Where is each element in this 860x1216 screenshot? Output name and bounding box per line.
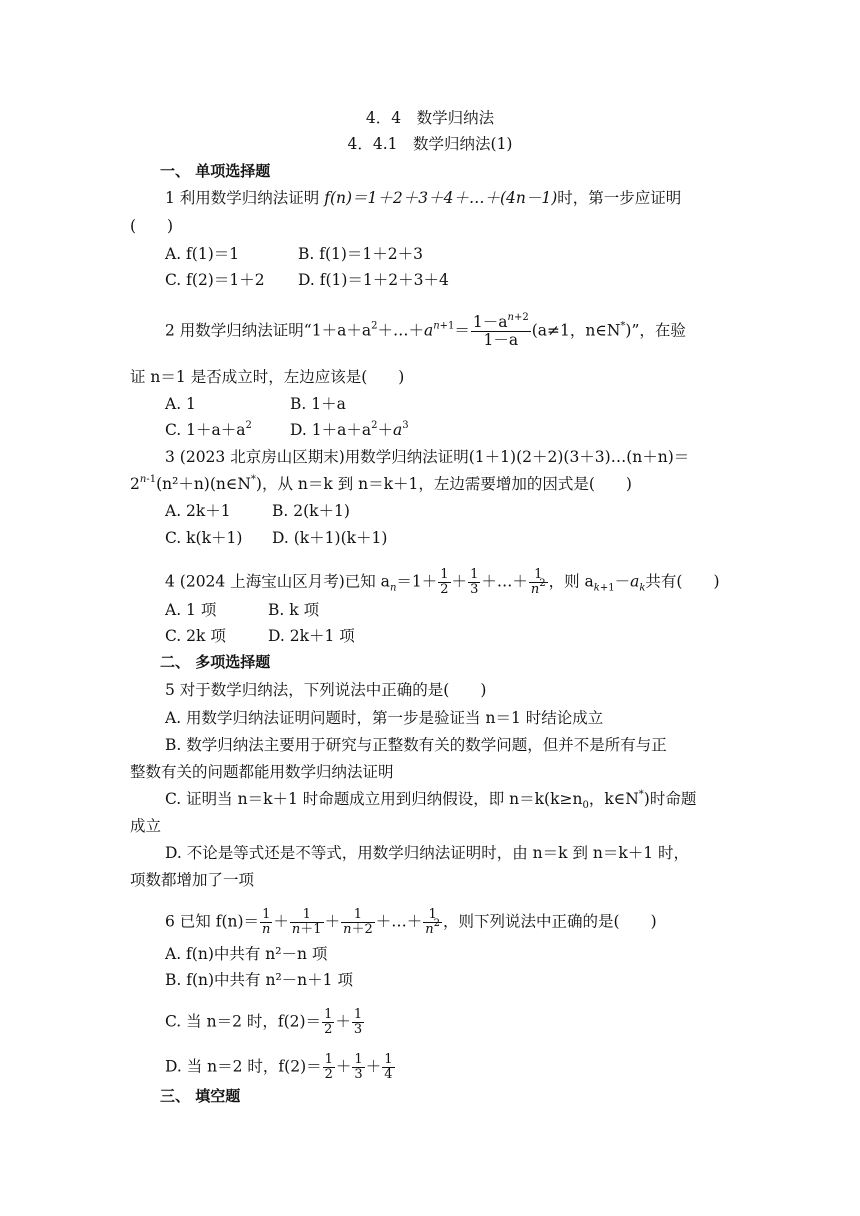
question-3-stem: 3 (2023 北京房山区期末)用数学归纳法证明(1＋1)(2＋2)(3＋3)…(n＋n)＝ (165, 448, 690, 466)
question-5-stem: 5 对于数学归纳法，下列说法中正确的是( ) (165, 681, 487, 699)
question-4-stem: 4 (2024 上海宝山区月考)已知 $a_n=1+$ $\frac{1}{2}$ ＋ $\frac{1}{3}$ ＋…＋ $\frac{1}{n^2}$ ，则 $a_{k+1}-a_k$共有( ) (165, 567, 720, 597)
question-5-option-b-continued: 整数有关的问题都能用数学归纳法证明 (130, 763, 394, 781)
question-2-stem: 2 用数学归纳法证明“$1+a+a^2+\dots+a^{n+1}=$ $\frac{1-a^{n+2}}{1-a}$ (a≠1，n∈N*)”，在验 (165, 312, 686, 349)
question-6-option-b: B. f(n)中共有 n²－n＋1 项 (165, 971, 353, 989)
question-5-option-c-continued: 成立 (130, 817, 162, 835)
question-2-option-d: D. $1+a+a^2+a^3$ (290, 420, 409, 439)
question-2-option-a: A. 1 (165, 395, 196, 413)
question-6-stem: 6 已知 f(n)＝ $\frac{1}{n}$ ＋ $\frac{1}{n+1}$ ＋ $\frac{1}{n+2}$ ＋…＋ $\frac{1}{n^2}$ ，则下列说法中正确的是( ) (165, 907, 657, 937)
section-heading-fill-in: 三、 填空题 (160, 1087, 241, 1105)
question-1-option-a: A. f(1)＝1 (165, 245, 240, 263)
question-6-option-a: A. f(n)中共有 n²－n 项 (165, 945, 328, 963)
question-1-option-c: C. f(2)＝1＋2 (165, 271, 265, 289)
question-4-option-d: D. 2k＋1 项 (268, 627, 355, 645)
question-2-option-b: B. 1＋a (290, 395, 346, 413)
section-heading-multiple-choice: 二、 多项选择题 (160, 653, 271, 671)
question-5-option-a: A. 用数学归纳法证明问题时，第一步是验证当 n＝1 时结论成立 (165, 709, 604, 727)
question-1-option-d: D. f(1)＝1＋2＋3＋4 (298, 271, 449, 289)
section-heading-single-choice: 一、 单项选择题 (160, 162, 271, 180)
page-subtitle: 4．4.1 数学归纳法(1) (347, 135, 513, 153)
question-2-stem-continued: 证 n＝1 是否成立时，左边应该是( ) (130, 368, 405, 386)
question-2-option-c: C. $1+a+a^2$ (165, 420, 252, 439)
question-3-stem-continued: $2^{n-1}(n^2+n)(n\in N^*)$，从 n＝k 到 n＝k＋1，左边需要增加的因式是( ) (130, 474, 632, 493)
question-3-option-d: D. (k＋1)(k＋1) (272, 529, 388, 547)
question-6-option-d: D. 当 n＝2 时，f(2)＝ $\frac{1}{2}$ ＋ $\frac{1}{3}$ ＋ $\frac{1}{4}$ (165, 1052, 393, 1082)
question-5-option-d: D. 不论是等式还是不等式，用数学归纳法证明时，由 n＝k 到 n＝k＋1 时， (165, 844, 690, 862)
question-1-bracket: ( ) (130, 217, 174, 235)
question-4-option-c: C. 2k 项 (165, 627, 226, 645)
question-6-option-c: C. 当 n＝2 时，f(2)＝ $\frac{1}{2}$ ＋ $\frac{1}{3}$ (165, 1007, 363, 1037)
question-1-option-b: B. f(1)＝1＋2＋3 (298, 245, 424, 263)
question-3-option-a: A. 2k＋1 (165, 502, 231, 520)
question-3-option-b: B. 2(k＋1) (272, 502, 350, 520)
question-3-option-c: C. k(k＋1) (165, 529, 243, 547)
question-2-fraction: $\frac{1-a^{n+2}}{1-a}$ (472, 312, 529, 349)
question-1-stem: 1 利用数学归纳法证明 f(n)＝1＋2＋3＋4＋…＋(4n－1)时，第一步应证明 (165, 189, 682, 207)
page-title: 4．4 数学归纳法 (365, 109, 495, 127)
question-4-option-b: B. k 项 (268, 601, 320, 619)
question-4-option-a: A. 1 项 (165, 601, 217, 619)
question-5-option-c: C. 证明当 n＝k＋1 时命题成立用到归纳假设，即 $n=k(k\ge n_0$，k∈N*)时命题 (165, 789, 697, 811)
question-5-option-b: B. 数学归纳法主要用于研究与正整数有关的数学问题，但并不是所有与正 (165, 736, 667, 754)
question-5-option-d-continued: 项数都增加了一项 (130, 871, 255, 889)
